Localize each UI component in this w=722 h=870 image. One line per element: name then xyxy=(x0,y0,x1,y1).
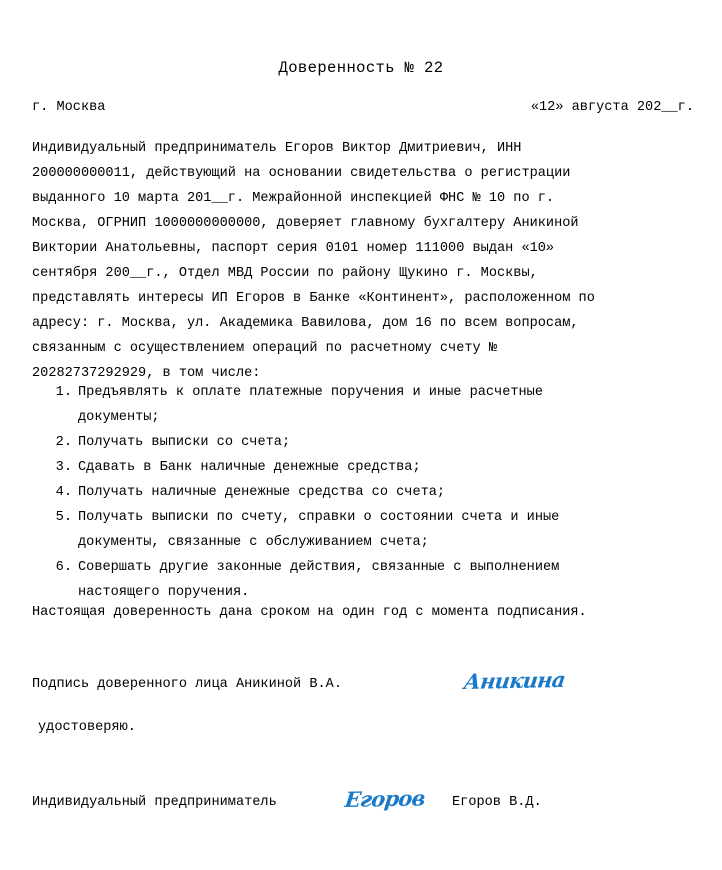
list-item xyxy=(48,555,688,605)
clause-number: 6. xyxy=(55,560,72,575)
clause-text xyxy=(78,480,688,505)
attorney-signature-label: Подпись доверенного лица Аникиной В.А. xyxy=(32,677,342,692)
list-item xyxy=(48,380,688,430)
clause-number: 5. xyxy=(55,510,72,525)
clause-line: Получать выписки со счета; xyxy=(78,435,291,450)
clause-line: документы, связанные с обслуживанием счета; xyxy=(78,535,429,550)
clause-line: Сдавать в Банк наличные денежные средства; xyxy=(78,460,421,475)
clause-line: Совершать другие законные действия, связанные с выполнением xyxy=(78,560,560,575)
clause-number: 3. xyxy=(55,460,72,475)
list-item xyxy=(48,455,688,480)
clause-text xyxy=(78,505,688,555)
clause-list xyxy=(48,380,688,605)
document-header-row xyxy=(32,98,694,118)
body-line: 20282737292929, в том числе: xyxy=(32,366,261,381)
clause-line: Получать наличные денежные средства со счета; xyxy=(78,485,446,500)
entrepreneur-ink-signature: Егоров xyxy=(343,785,427,812)
body-line: выданного 10 марта 201__г. Межрайонной инспекцией ФНС № 10 по г. xyxy=(32,191,555,206)
attestation-text: удостоверяю. xyxy=(38,720,136,735)
clause-line: документы; xyxy=(78,410,160,425)
body-line: Москва, ОГРНИП 1000000000000, доверяет главному бухгалтеру Аникиной xyxy=(32,216,579,231)
list-item xyxy=(48,430,688,455)
clause-text xyxy=(78,555,688,605)
clause-text xyxy=(78,430,688,455)
body-line: 200000000011, действующий на основании свидетельства о регистрации xyxy=(32,166,571,181)
body-line: сентября 200__г., Отдел МВД России по району Щукино г. Москвы, xyxy=(32,266,538,281)
page-title: Доверенность № 22 xyxy=(278,59,444,77)
clause-line: настоящего поручения. xyxy=(78,585,250,600)
body-line: Индивидуальный предприниматель Егоров Виктор Дмитриевич, ИНН xyxy=(32,141,522,156)
attorney-signature-row xyxy=(32,666,694,702)
clause-text xyxy=(78,380,688,430)
clause-number: 1. xyxy=(55,385,72,400)
clause-line: Получать выписки по счету, справки о состоянии счета и иные xyxy=(78,510,560,525)
clause-number: 4. xyxy=(55,485,72,500)
body-line: представлять интересы ИП Егоров в Банке «Континент», расположенном по xyxy=(32,291,595,306)
validity-term-paragraph: Настоящая доверенность дана сроком на один год с момента подписания. xyxy=(32,605,587,620)
body-line: связанным с осуществлением операций по расчетному счету № xyxy=(32,341,497,356)
entrepreneur-printed-name: Егоров В.Д. xyxy=(452,795,542,810)
document-date: «12» августа 202__г. xyxy=(530,100,694,115)
clause-line: Предъявлять к оплате платежные поручения и иные расчетные xyxy=(78,385,543,400)
clause-number: 2. xyxy=(55,435,72,450)
attorney-ink-signature: Аникина xyxy=(462,666,567,694)
list-item xyxy=(48,480,688,505)
entrepreneur-signature-row xyxy=(32,785,694,820)
list-item xyxy=(48,505,688,555)
document-body xyxy=(32,136,694,386)
document-city: г. Москва xyxy=(32,100,106,115)
clause-text xyxy=(78,455,688,480)
entrepreneur-signature-label: Индивидуальный предприниматель xyxy=(32,795,277,810)
body-line: адресу: г. Москва, ул. Академика Вавилова, дом 16 по всем вопросам, xyxy=(32,316,579,331)
body-line: Виктории Анатольевны, паспорт серия 0101 номер 111000 выдан «10» xyxy=(32,241,555,256)
